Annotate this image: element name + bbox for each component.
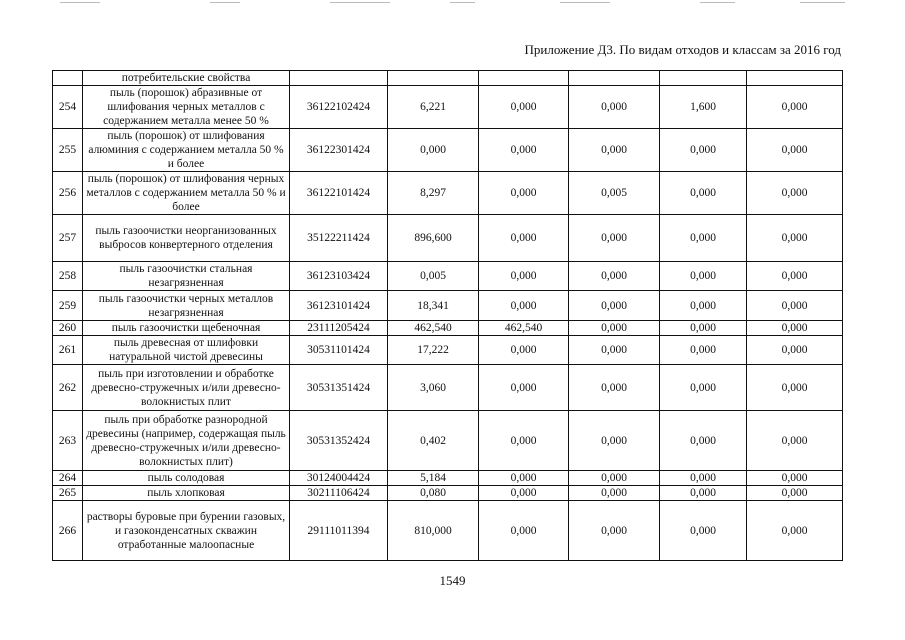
scan-top-edge-marks — [0, 0, 905, 6]
table-row — [53, 411, 843, 471]
waste-code-cell: 35122211424 — [290, 215, 388, 262]
row-number-cell: 264 — [53, 471, 83, 486]
value-cell: 0,000 — [569, 486, 660, 501]
table-row — [53, 471, 843, 486]
waste-code-cell: 30531351424 — [290, 365, 388, 411]
value-cell: 0,000 — [747, 321, 843, 336]
row-number-cell — [53, 71, 83, 86]
value-cell: 0,000 — [660, 486, 747, 501]
value-cell: 0,000 — [660, 321, 747, 336]
waste-name-cell: пыль газоочистки черных металлов незагрязненная — [83, 291, 290, 321]
value-cell: 6,221 — [388, 86, 479, 129]
value-cell — [479, 71, 569, 86]
row-number-cell: 259 — [53, 291, 83, 321]
value-cell: 462,540 — [479, 321, 569, 336]
waste-name-cell: пыль газоочистки неорганизованных выбросов конвертерного отделения — [83, 215, 290, 262]
row-number-cell: 262 — [53, 365, 83, 411]
value-cell: 0,000 — [569, 471, 660, 486]
waste-table — [52, 70, 843, 561]
value-cell: 0,000 — [660, 129, 747, 172]
value-cell: 0,000 — [660, 291, 747, 321]
value-cell: 0,000 — [479, 215, 569, 262]
value-cell: 0,000 — [569, 215, 660, 262]
table-row — [53, 215, 843, 262]
waste-name-cell: пыль хлопковая — [83, 486, 290, 501]
value-cell: 5,184 — [388, 471, 479, 486]
table-row — [53, 129, 843, 172]
waste-code-cell: 36122101424 — [290, 172, 388, 215]
row-number-cell: 254 — [53, 86, 83, 129]
value-cell: 0,000 — [479, 411, 569, 471]
value-cell: 1,600 — [660, 86, 747, 129]
value-cell: 0,000 — [479, 86, 569, 129]
value-cell: 896,600 — [388, 215, 479, 262]
value-cell — [660, 71, 747, 86]
waste-code-cell: 30211106424 — [290, 486, 388, 501]
value-cell: 8,297 — [388, 172, 479, 215]
value-cell: 0,000 — [747, 262, 843, 291]
value-cell: 0,000 — [747, 411, 843, 471]
row-number-cell: 256 — [53, 172, 83, 215]
row-number-cell: 260 — [53, 321, 83, 336]
value-cell: 0,000 — [747, 291, 843, 321]
table-row — [53, 172, 843, 215]
value-cell: 0,000 — [479, 291, 569, 321]
waste-name-cell: пыль газоочистки стальная незагрязненная — [83, 262, 290, 291]
waste-code-cell: 36122301424 — [290, 129, 388, 172]
table-row — [53, 501, 843, 561]
waste-code-cell: 30531101424 — [290, 336, 388, 365]
value-cell: 462,540 — [388, 321, 479, 336]
value-cell: 0,000 — [569, 86, 660, 129]
value-cell: 0,080 — [388, 486, 479, 501]
value-cell: 0,000 — [747, 86, 843, 129]
value-cell — [569, 71, 660, 86]
waste-name-cell: потребительские свойства — [83, 71, 290, 86]
value-cell: 0,000 — [569, 336, 660, 365]
waste-code-cell — [290, 71, 388, 86]
value-cell: 0,000 — [747, 501, 843, 561]
value-cell: 0,000 — [388, 129, 479, 172]
value-cell: 810,000 — [388, 501, 479, 561]
value-cell: 0,000 — [569, 501, 660, 561]
value-cell: 18,341 — [388, 291, 479, 321]
value-cell: 0,000 — [479, 262, 569, 291]
value-cell: 0,000 — [569, 129, 660, 172]
row-number-cell: 265 — [53, 486, 83, 501]
value-cell: 0,402 — [388, 411, 479, 471]
value-cell: 0,000 — [479, 501, 569, 561]
table-row — [53, 336, 843, 365]
row-number-cell: 263 — [53, 411, 83, 471]
value-cell: 0,000 — [660, 365, 747, 411]
value-cell: 0,000 — [479, 486, 569, 501]
waste-code-cell: 23111205424 — [290, 321, 388, 336]
waste-code-cell: 36122102424 — [290, 86, 388, 129]
value-cell: 0,000 — [660, 411, 747, 471]
waste-code-cell: 30531352424 — [290, 411, 388, 471]
table-row — [53, 71, 843, 86]
table-row — [53, 86, 843, 129]
value-cell: 0,000 — [660, 501, 747, 561]
value-cell: 0,000 — [747, 336, 843, 365]
waste-name-cell: пыль газоочистки щебеночная — [83, 321, 290, 336]
waste-code-cell: 29111011394 — [290, 501, 388, 561]
value-cell: 17,222 — [388, 336, 479, 365]
waste-name-cell: пыль солодовая — [83, 471, 290, 486]
value-cell: 0,000 — [479, 336, 569, 365]
waste-name-cell: пыль (порошок) от шлифования черных металлов с содержанием металла 50 % и более — [83, 172, 290, 215]
value-cell: 0,000 — [747, 486, 843, 501]
waste-name-cell: пыль (порошок) абразивные от шлифования черных металлов с содержанием металла менее 50 % — [83, 86, 290, 129]
value-cell: 0,000 — [569, 365, 660, 411]
page-header: Приложение Д3. По видам отходов и классам за 2016 год — [524, 42, 841, 57]
value-cell: 0,000 — [569, 291, 660, 321]
row-number-cell: 255 — [53, 129, 83, 172]
value-cell: 0,005 — [388, 262, 479, 291]
value-cell: 0,000 — [747, 471, 843, 486]
value-cell — [388, 71, 479, 86]
value-cell: 0,000 — [569, 262, 660, 291]
value-cell: 0,000 — [747, 172, 843, 215]
table-row — [53, 321, 843, 336]
row-number-cell: 258 — [53, 262, 83, 291]
value-cell: 0,005 — [569, 172, 660, 215]
table-row — [53, 262, 843, 291]
value-cell: 0,000 — [479, 365, 569, 411]
value-cell: 0,000 — [569, 321, 660, 336]
row-number-cell: 257 — [53, 215, 83, 262]
value-cell: 3,060 — [388, 365, 479, 411]
value-cell: 0,000 — [479, 471, 569, 486]
row-number-cell: 266 — [53, 501, 83, 561]
waste-name-cell: растворы буровые при бурении газовых, и газоконденсатных скважин отработанные малоопасные — [83, 501, 290, 561]
waste-name-cell: пыль при изготовлении и обработке древесно-стружечных и/или древесно-волокнистых плит — [83, 365, 290, 411]
waste-name-cell: пыль (порошок) от шлифования алюминия с содержанием металла 50 % и более — [83, 129, 290, 172]
value-cell: 0,000 — [479, 129, 569, 172]
value-cell: 0,000 — [660, 471, 747, 486]
table-row — [53, 486, 843, 501]
table-row — [53, 365, 843, 411]
value-cell: 0,000 — [660, 336, 747, 365]
value-cell: 0,000 — [660, 262, 747, 291]
waste-code-cell: 36123101424 — [290, 291, 388, 321]
waste-name-cell: пыль древесная от шлифовки натуральной чистой древесины — [83, 336, 290, 365]
waste-code-cell: 36123103424 — [290, 262, 388, 291]
value-cell: 0,000 — [569, 411, 660, 471]
value-cell: 0,000 — [660, 215, 747, 262]
row-number-cell: 261 — [53, 336, 83, 365]
value-cell: 0,000 — [747, 365, 843, 411]
value-cell: 0,000 — [747, 215, 843, 262]
value-cell: 0,000 — [479, 172, 569, 215]
value-cell: 0,000 — [660, 172, 747, 215]
waste-code-cell: 30124004424 — [290, 471, 388, 486]
page-number: 1549 — [439, 573, 466, 588]
value-cell — [747, 71, 843, 86]
value-cell: 0,000 — [747, 129, 843, 172]
waste-name-cell: пыль при обработке разнородной древесины (например, содержащая пыль древесно-стружечных и/или древесно-волокнистых плит) — [83, 411, 290, 471]
table-row — [53, 291, 843, 321]
